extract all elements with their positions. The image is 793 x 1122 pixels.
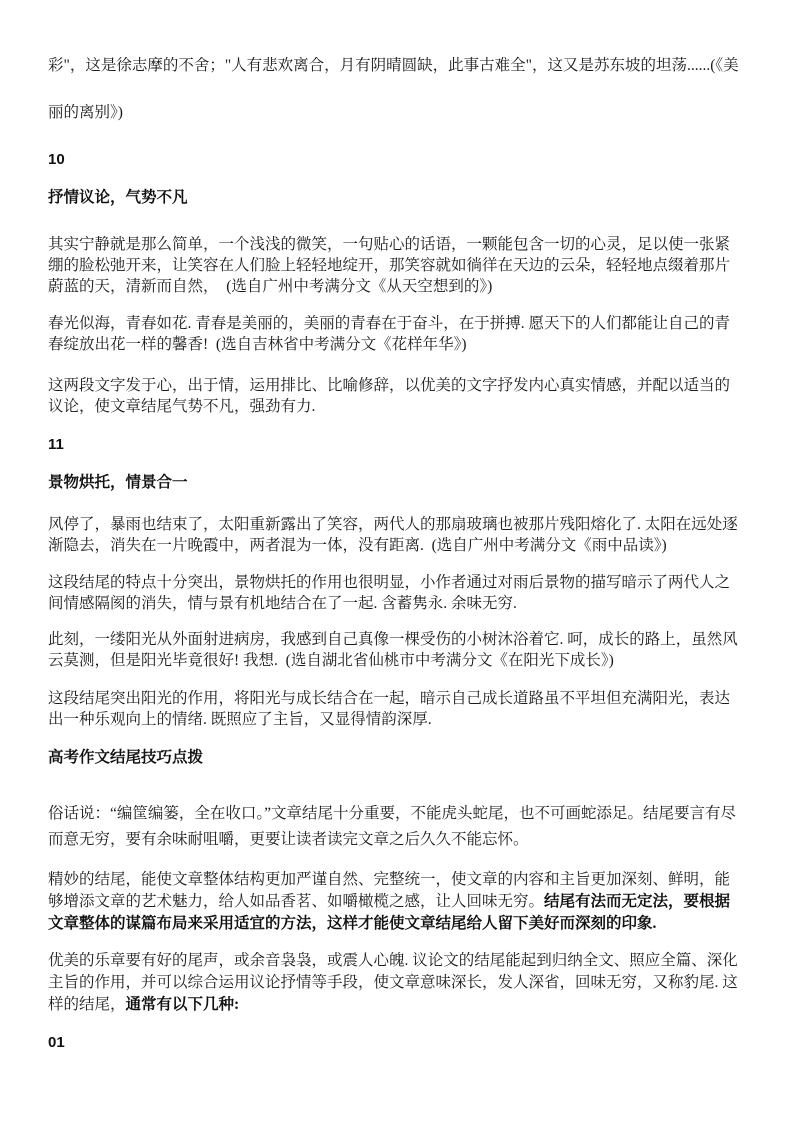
section-number-11: 11 — [48, 436, 64, 453]
section-11-example-paragraph-2: 此刻，一缕阳光从外面射进病房，我感到自己真像一棵受伤的小树沐浴着它. 呵，成长的路上，虽然风云莫测，但是阳光毕竟很好! 我想. (选自湖北省仙桃市中考满分文《在阳光下成长》) — [48, 631, 738, 669]
gaokao-paragraph-coda — [48, 950, 745, 1016]
gaokao-paragraph-coda-normal-text: 优美的乐章要有好的尾声，或余音袅袅，或震人心魄. 议论文的结尾能起到归纳全文、照应全篇、深化主旨的作用，并可以综合运用议论抒情等手段，使文章意味深长，发人深省，回味无穷，又称豹尾. 这样的结尾， — [48, 952, 738, 1013]
section-title-scenery-blend: 景物烘托，情景合一 — [48, 474, 188, 491]
section-11-analysis-paragraph-1: 这段结尾的特点十分突出，景物烘托的作用也很明显，小作者通过对雨后景物的描写暗示了两代人之间情感隔阂的消失，情与景有机地结合在了一起. 含蓄隽永. 余味无穷. — [48, 574, 731, 612]
gaokao-paragraph-refined-ending-normal-text: 精妙的结尾，能使文章整体结构更加严谨自然、完整统一，使文章的内容和主旨更加深刻、鲜明，能够增添文章的艺术魅力，给人如品香茗、如嚼橄榄之感，让人回味无穷。 — [48, 871, 731, 910]
gaokao-paragraph-coda-bold-text: 通常有以下几种: — [125, 996, 240, 1013]
section-10-example-paragraph-2: 春光似海，青春如花. 青春是美丽的，美丽的青春在于奋斗，在于拼搏. 愿天下的人们都能让自己的青春绽放出花一样的馨香! (选自吉林省中考满分文《花样年华》) — [48, 315, 731, 353]
section-11-example-paragraph-1: 风停了，暴雨也结束了，太阳重新露出了笑容，两代人的那扇玻璃也被那片残阳熔化了. 太阳在远处逐渐隐去，消失在一片晚霞中，两者混为一体，没有距离. (选自广州中考满分文《雨中品读》) — [48, 516, 738, 554]
section-10-analysis-paragraph: 这两段文字发于心，出于情，运用排比、比喻修辞，以优美的文字抒发内心真实情感，并配以适当的议论，使文章结尾气势不凡，强劲有力. — [48, 377, 731, 415]
gaokao-paragraph-refined-ending-bold-text: 结尾有法而无定法，要根据文章整体的谋篇布局来采用适宜的方法，这样才能使文章结尾给人留下美好而深刻的印象. — [48, 893, 731, 932]
section-10-example-paragraph-1: 其实宁静就是那么简单，一个浅浅的微笑，一句贴心的话语，一颗能包含一切的心灵，足以使一张紧绷的脸松弛开来，让笑容在人们脸上轻轻地绽开，那笑容就如徜徉在天边的云朵，轻轻地点缀着那片蔚蓝的天，清新而自然， (选自广州中考满分文《从天空想到的》) — [48, 236, 731, 295]
section-11-analysis-paragraph-2: 这段结尾突出阳光的作用，将阳光与成长结合在一起，暗示自己成长道路虽不平坦但充满阳光，表达出一种乐观向上的情绪. 既照应了主旨，又显得情韵深厚. — [48, 690, 731, 728]
list-item-number-01: 01 — [48, 1034, 65, 1051]
gaokao-paragraph-refined-ending — [48, 869, 745, 935]
intro-fragment-paragraph: 彩"，这是徐志摩的不舍；"人有悲欢离合，月有阴晴圆缺，此事古难全"，这又是苏东坡的坦荡......(《美丽的离别》) — [48, 57, 739, 121]
section-number-10: 10 — [48, 151, 65, 168]
section-title-lyric-commentary: 抒情议论，气势不凡 — [48, 189, 188, 206]
gaokao-paragraph-proverb: 俗话说：“编筐编篓，全在收口。”文章结尾十分重要，不能虎头蛇尾，也不可画蛇添足。结尾要言有尽而意无穷，要有余味耐咀嚼，更要让读者读完文章之后久久不能忘怀。 — [48, 805, 737, 848]
gaokao-chapter-title: 高考作文结尾技巧点拨 — [48, 749, 204, 766]
